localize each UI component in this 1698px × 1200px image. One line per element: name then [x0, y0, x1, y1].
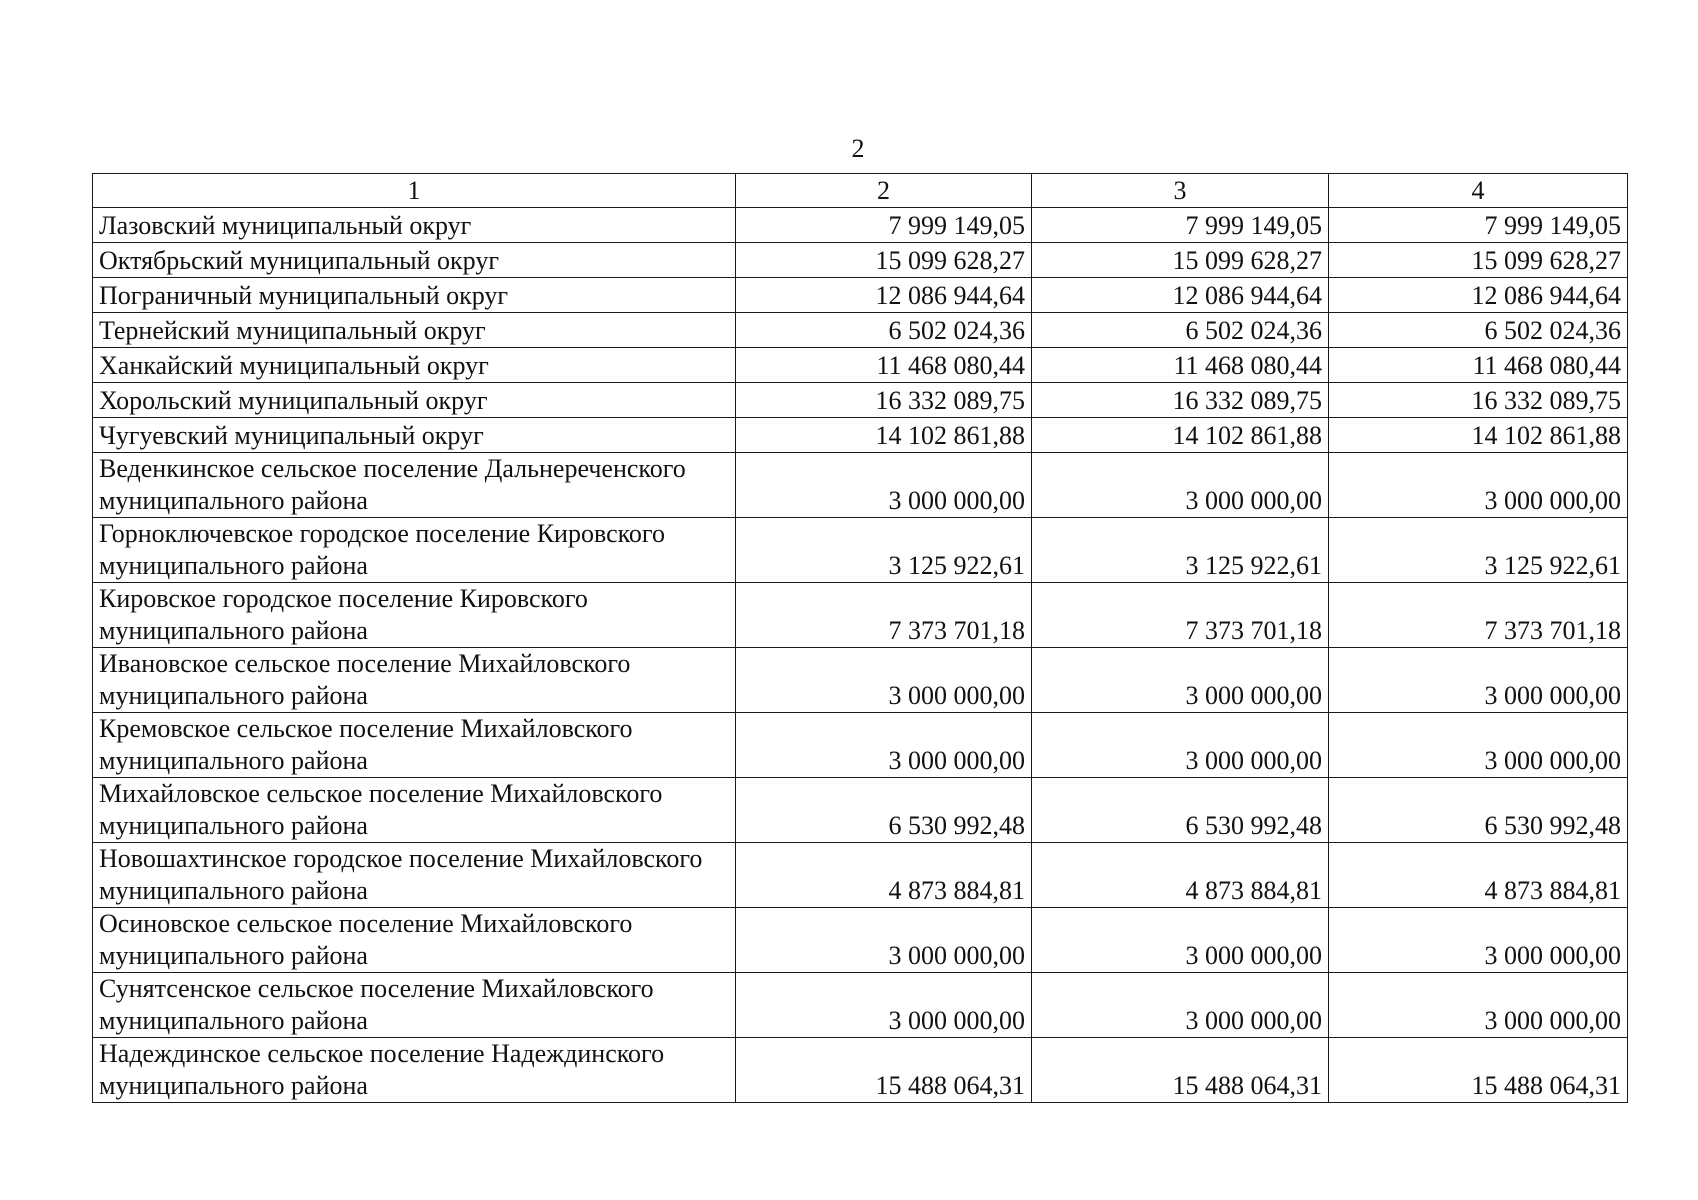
municipality-name: Сунятсенское сельское поселение Михайловского муниципального района	[93, 973, 736, 1038]
page-number: 2	[851, 134, 865, 163]
municipality-name: Осиновское сельское поселение Михайловского муниципального района	[93, 908, 736, 973]
amount-cell: 3 000 000,00	[1329, 908, 1628, 973]
table-row	[93, 1038, 1628, 1103]
amount-cell: 3 000 000,00	[1032, 453, 1329, 518]
amount-cell: 12 086 944,64	[1329, 278, 1628, 313]
amount-cell: 7 373 701,18	[1032, 583, 1329, 648]
amount-cell: 7 999 149,05	[1329, 208, 1628, 243]
municipality-name: Кировское городское поселение Кировского муниципального района	[93, 583, 736, 648]
column-header: 2	[736, 174, 1032, 208]
table-row	[93, 908, 1628, 973]
amount-cell: 7 999 149,05	[1032, 208, 1329, 243]
municipality-name: Новошахтинское городское поселение Михайловского муниципального района	[93, 843, 736, 908]
table-row	[93, 583, 1628, 648]
amount-cell: 4 873 884,81	[736, 843, 1032, 908]
municipality-name: Пограничный муниципальный округ	[93, 278, 736, 313]
amount-cell: 3 000 000,00	[736, 648, 1032, 713]
table-row	[93, 648, 1628, 713]
amount-cell: 3 000 000,00	[1329, 453, 1628, 518]
table-row	[93, 973, 1628, 1038]
amount-cell: 6 502 024,36	[736, 313, 1032, 348]
amount-cell: 15 099 628,27	[1032, 243, 1329, 278]
amount-cell: 3 000 000,00	[1032, 648, 1329, 713]
municipality-name: Хорольский муниципальный округ	[93, 383, 736, 418]
table-row	[93, 278, 1628, 313]
amount-cell: 6 502 024,36	[1329, 313, 1628, 348]
municipality-name: Тернейский муниципальный округ	[93, 313, 736, 348]
column-header: 1	[93, 174, 736, 208]
amount-cell: 3 000 000,00	[1329, 648, 1628, 713]
table-row	[93, 243, 1628, 278]
amount-cell: 4 873 884,81	[1032, 843, 1329, 908]
amount-cell: 12 086 944,64	[736, 278, 1032, 313]
amount-cell: 16 332 089,75	[1032, 383, 1329, 418]
amount-cell: 15 099 628,27	[1329, 243, 1628, 278]
amount-cell: 14 102 861,88	[1329, 418, 1628, 453]
table-row	[93, 843, 1628, 908]
amount-cell: 3 125 922,61	[1329, 518, 1628, 583]
municipality-name: Горноключевское городское поселение Кировского муниципального района	[93, 518, 736, 583]
table-row	[93, 778, 1628, 843]
amount-cell: 6 530 992,48	[1032, 778, 1329, 843]
amount-cell: 16 332 089,75	[736, 383, 1032, 418]
municipality-name: Веденкинское сельское поселение Дальнереченского муниципального района	[93, 453, 736, 518]
municipality-name: Лазовский муниципальный округ	[93, 208, 736, 243]
amount-cell: 14 102 861,88	[736, 418, 1032, 453]
table-row	[93, 713, 1628, 778]
amount-cell: 3 125 922,61	[736, 518, 1032, 583]
amount-cell: 7 373 701,18	[736, 583, 1032, 648]
amount-cell: 3 000 000,00	[1329, 973, 1628, 1038]
table-row	[93, 518, 1628, 583]
header-row	[93, 174, 1628, 208]
municipality-name: Надеждинское сельское поселение Надеждинского муниципального района	[93, 1038, 736, 1103]
amount-cell: 3 000 000,00	[736, 453, 1032, 518]
data-table	[92, 173, 1628, 1103]
amount-cell: 4 873 884,81	[1329, 843, 1628, 908]
amount-cell: 7 373 701,18	[1329, 583, 1628, 648]
amount-cell: 3 000 000,00	[736, 973, 1032, 1038]
amount-cell: 6 530 992,48	[736, 778, 1032, 843]
amount-cell: 3 000 000,00	[736, 713, 1032, 778]
municipality-name: Октябрьский муниципальный округ	[93, 243, 736, 278]
amount-cell: 6 502 024,36	[1032, 313, 1329, 348]
amount-cell: 11 468 080,44	[736, 348, 1032, 383]
amount-cell: 3 000 000,00	[1032, 973, 1329, 1038]
table-row	[93, 348, 1628, 383]
amount-cell: 14 102 861,88	[1032, 418, 1329, 453]
municipality-name: Ивановское сельское поселение Михайловского муниципального района	[93, 648, 736, 713]
municipality-name: Ханкайский муниципальный округ	[93, 348, 736, 383]
table-row	[93, 453, 1628, 518]
amount-cell: 12 086 944,64	[1032, 278, 1329, 313]
table-row	[93, 383, 1628, 418]
table-header	[93, 174, 1628, 208]
table-row	[93, 418, 1628, 453]
table-row	[93, 208, 1628, 243]
amount-cell: 3 000 000,00	[1329, 713, 1628, 778]
amount-cell: 3 125 922,61	[1032, 518, 1329, 583]
amount-cell: 6 530 992,48	[1329, 778, 1628, 843]
amount-cell: 3 000 000,00	[736, 908, 1032, 973]
municipality-name: Кремовское сельское поселение Михайловского муниципального района	[93, 713, 736, 778]
amount-cell: 15 488 064,31	[736, 1038, 1032, 1103]
amount-cell: 11 468 080,44	[1032, 348, 1329, 383]
amount-cell: 3 000 000,00	[1032, 908, 1329, 973]
municipality-name: Чугуевский муниципальный округ	[93, 418, 736, 453]
column-header: 4	[1329, 174, 1628, 208]
amount-cell: 16 332 089,75	[1329, 383, 1628, 418]
table-body	[93, 208, 1628, 1103]
amount-cell: 15 488 064,31	[1032, 1038, 1329, 1103]
amount-cell: 11 468 080,44	[1329, 348, 1628, 383]
amount-cell: 15 099 628,27	[736, 243, 1032, 278]
table-row	[93, 313, 1628, 348]
amount-cell: 3 000 000,00	[1032, 713, 1329, 778]
municipality-name: Михайловское сельское поселение Михайловского муниципального района	[93, 778, 736, 843]
amount-cell: 7 999 149,05	[736, 208, 1032, 243]
column-header: 3	[1032, 174, 1329, 208]
amount-cell: 15 488 064,31	[1329, 1038, 1628, 1103]
